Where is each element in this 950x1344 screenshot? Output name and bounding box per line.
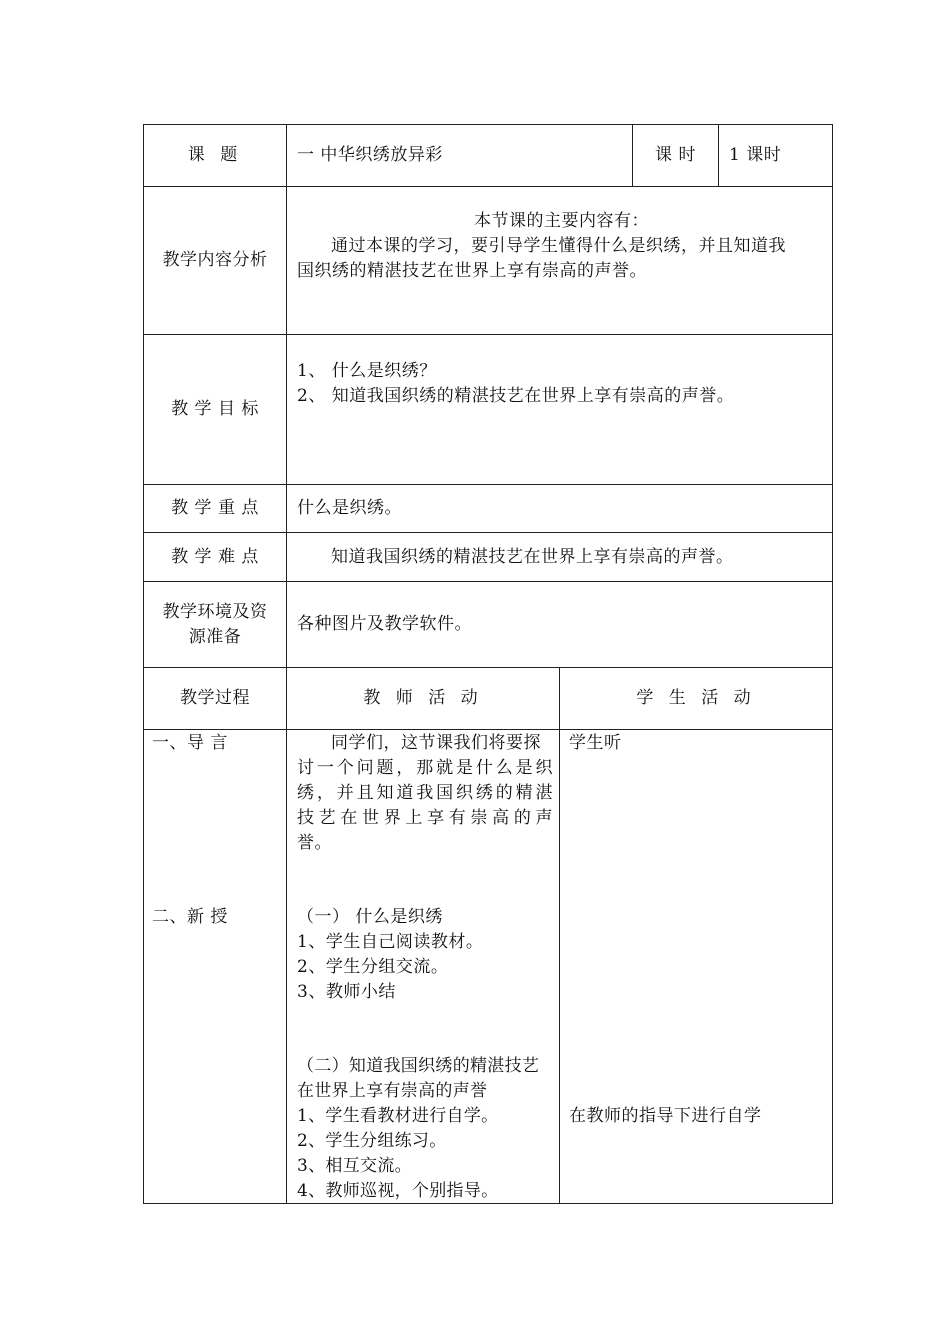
intro-line-5: 誉。	[297, 833, 332, 853]
period-label: 课 时	[655, 145, 696, 165]
part-two-title-line2: 在世界上享有崇高的声誉	[297, 1081, 488, 1101]
intro-line-2: 讨一个问题，那就是什么是织	[297, 758, 553, 778]
part-one-item-1: 1、学生自己阅读教材。	[297, 932, 484, 952]
part-two-title-line1: （二）知道我国织绣的精湛技艺	[297, 1056, 540, 1076]
intro-paragraph	[297, 731, 553, 861]
intro-line-3: 绣，并且知道我国织绣的精湛	[297, 783, 553, 803]
grid-line-row7	[143, 729, 833, 730]
objective-item-1: 1、 什么是织绣？	[297, 361, 437, 381]
environment-label	[144, 582, 286, 667]
grid-line-right	[832, 124, 833, 1204]
intro-line-4: 技艺在世界上享有崇高的声	[297, 808, 553, 828]
step-new-lesson-label: 二、新 授	[152, 907, 228, 927]
content-analysis-heading: 本节课的主要内容有：	[474, 211, 649, 231]
difficulty-label: 教 学 难 点	[171, 546, 259, 567]
topic-label: 课 题	[187, 145, 243, 165]
key-point-label: 教 学 重 点	[171, 498, 259, 518]
difficulty-value: 知道我国织绣的精湛技艺在世界上享有崇高的声誉。	[331, 546, 734, 567]
part-one-title: （一） 什么是织绣	[297, 907, 443, 927]
part-two-item-3: 3、相互交流。	[297, 1156, 412, 1176]
objective-item-2: 2、 知道我国织绣的精湛技艺在世界上享有崇高的声誉。	[297, 386, 735, 406]
part-one-block	[297, 905, 553, 1005]
grid-line-activity-split	[559, 667, 560, 1204]
objectives-label: 教 学 目 标	[171, 399, 259, 419]
part-two-block	[297, 1054, 555, 1204]
content-analysis-text-line1: 通过本课的学习，要引导学生懂得什么是织绣，并且知道我	[331, 236, 786, 256]
process-label: 教学过程	[180, 688, 250, 708]
part-one-item-3: 3、教师小结	[297, 982, 396, 1002]
student-intro-activity: 学生听	[569, 733, 622, 753]
student-activity-header: 学 生 活 动	[636, 688, 756, 708]
environment-label-line2: 源准备	[188, 626, 242, 647]
teacher-activity-header: 教 师 活 动	[363, 688, 483, 708]
intro-line-1: 同学们，这节课我们将要探	[331, 733, 541, 753]
topic-value: 一 中华织绣放异彩	[297, 145, 443, 165]
step-intro-label: 一、导 言	[152, 733, 228, 753]
part-two-item-1: 1、学生看教材进行自学。	[297, 1106, 499, 1126]
content-analysis-cell	[287, 187, 832, 334]
part-two-item-2: 2、学生分组练习。	[297, 1131, 447, 1151]
student-selfstudy-activity: 在教师的指导下进行自学	[569, 1106, 762, 1126]
content-analysis-text-line2: 国织绣的精湛技艺在世界上享有崇高的声誉。	[297, 261, 647, 281]
part-two-item-4: 4、教师巡视，个别指导。	[297, 1181, 499, 1201]
environment-value: 各种图片及教学软件。	[297, 614, 472, 634]
period-value: 1 课时	[729, 145, 782, 165]
objectives-cell	[287, 335, 832, 484]
environment-label-line1: 教学环境及资	[162, 601, 268, 622]
part-one-item-2: 2、学生分组交流。	[297, 957, 449, 977]
content-analysis-label: 教学内容分析	[162, 250, 268, 270]
key-point-value: 什么是织绣。	[297, 498, 402, 518]
